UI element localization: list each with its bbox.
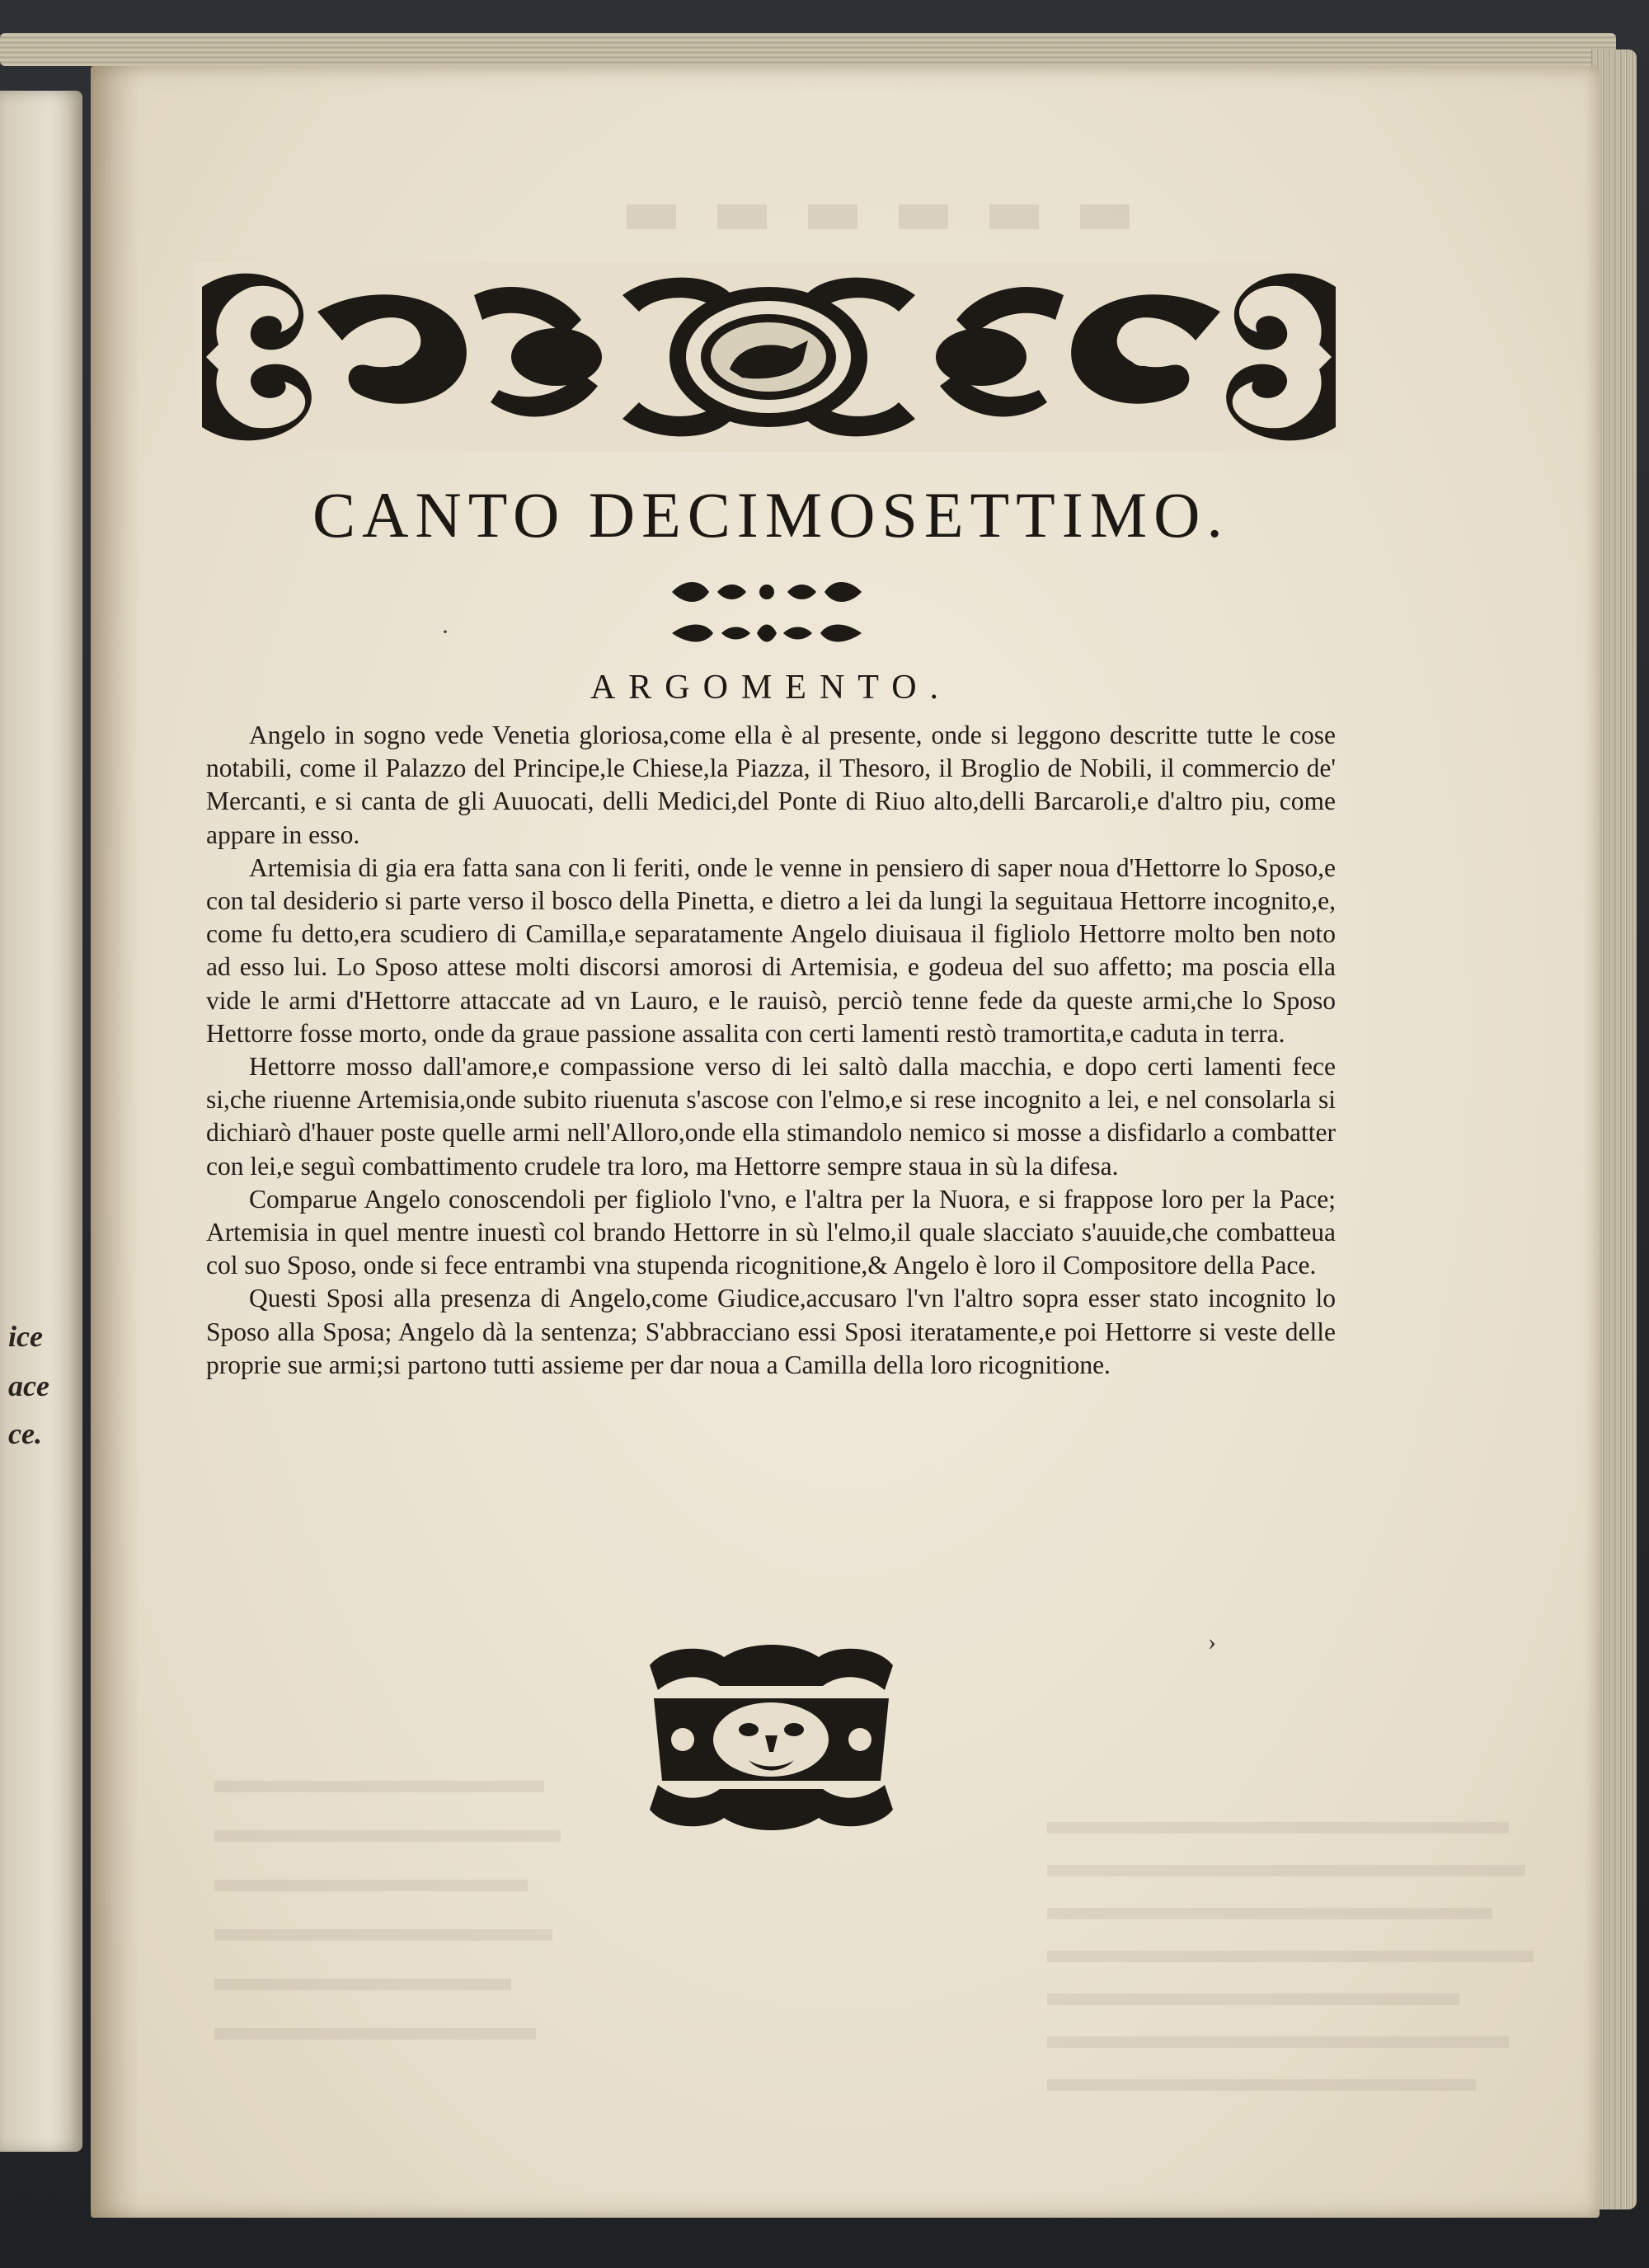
left-page-edge xyxy=(0,91,82,2152)
show-through-shadow xyxy=(627,190,1220,247)
show-through-shadow xyxy=(214,1773,577,2045)
fleuron-ornament-bottom xyxy=(668,618,866,648)
paragraph: Hettorre mosso dall'amore,e compassione verso di lei saltò dalla macchia, e dopo certi lamenti fece si,che riuenne Artemisia,onde subito riuenuta s'ascose con l'elmo,e si rese incognito a lei, e nel consolarla si dichiarò d'hauer poste quelle armi nell'Alloro,onde ella stimandolo nemico si mosse a disfidarlo a combatter con lei,e seguì combattimento crudele tra loro, ma Hettorre sempre staua in sù la difesa. xyxy=(206,1052,1336,1181)
canto-title: CANTO DECIMOSETTIMO. xyxy=(312,479,1229,551)
paragraph: Angelo in sogno vede Venetia gloriosa,come ella è al presente, onde si leggono descritte tutte le cose notabili, come il Palazzo del Principe,le Chiese,la Piazza, il Thesoro, il Broglio de Nobili, il commercio de' Mercanti, e si canta de gli Auuocati, delli Medici,del Ponte di Riuo alto,delli Barcaroli,e d'altro piu, come appare in esso. xyxy=(206,721,1336,849)
paragraph: Comparue Angelo conoscendoli per figliolo l'vno, e l'altra per la Nuora, e si frappose loro per la Pace; Artemisia in quel mentre inuestì col brando Hettorre in sù l'elmo,il quale slacciato s'auuide,che combatteua col suo Sposo, onde si fece entrambi vna stupenda ricognitione,& Angelo è loro il Compositore della Pace. xyxy=(206,1184,1336,1280)
show-through-shadow xyxy=(1047,1814,1558,2111)
argument-text xyxy=(206,719,1336,1382)
book-top-edge xyxy=(0,33,1616,66)
left-page-fragment: ace xyxy=(8,1369,49,1402)
headband-ornament xyxy=(194,262,1344,452)
stray-mark: · xyxy=(441,618,449,646)
fleuron-ornament-top xyxy=(668,577,866,607)
left-page-fragment: ice xyxy=(8,1320,43,1353)
paragraph: Questi Sposi alla presenza di Angelo,come Giudice,accusaro l'vn l'altro sopra esser stato incognito lo Sposo alla Sposa; Angelo dà la sentenza; S'abbracciano essi Sposi iteratamente,e poi Hettorre si veste delle proprie sue armi;si partono tutti assieme per dar noua a Camilla della loro ricognitione. xyxy=(206,1284,1336,1379)
argomento-heading: ARGOMENTO. xyxy=(590,669,952,707)
left-page-fragment: ce. xyxy=(8,1417,42,1450)
tailpiece-ornament xyxy=(633,1641,909,1834)
stray-mark: › xyxy=(1208,1628,1216,1655)
paragraph: Artemisia di gia era fatta sana con li feriti, onde le venne in pensiero di saper noua d'Hettorre lo Sposo,e con tal desiderio si parte verso il bosco della Pinetta, e dietro a lei da lungi la seguitaua Hettorre incognito,e, come fu detto,era scudiero di Camilla,e separatamente Angelo diuisaua il figliolo Hettorre molto ben noto ad esso lui. Lo Sposo attese molti discorsi amorosi di Artemisia, e godeua del suo affetto; ma poscia ella vide le armi d'Hettorre attaccate ad vn Lauro, e le rauisò, perciò tenne fede da queste armi,che lo Sposo Hettorre fosse morto, onde da graue passione assalita con certi lamenti restò tramortita,e caduta in terra. xyxy=(206,852,1336,1048)
